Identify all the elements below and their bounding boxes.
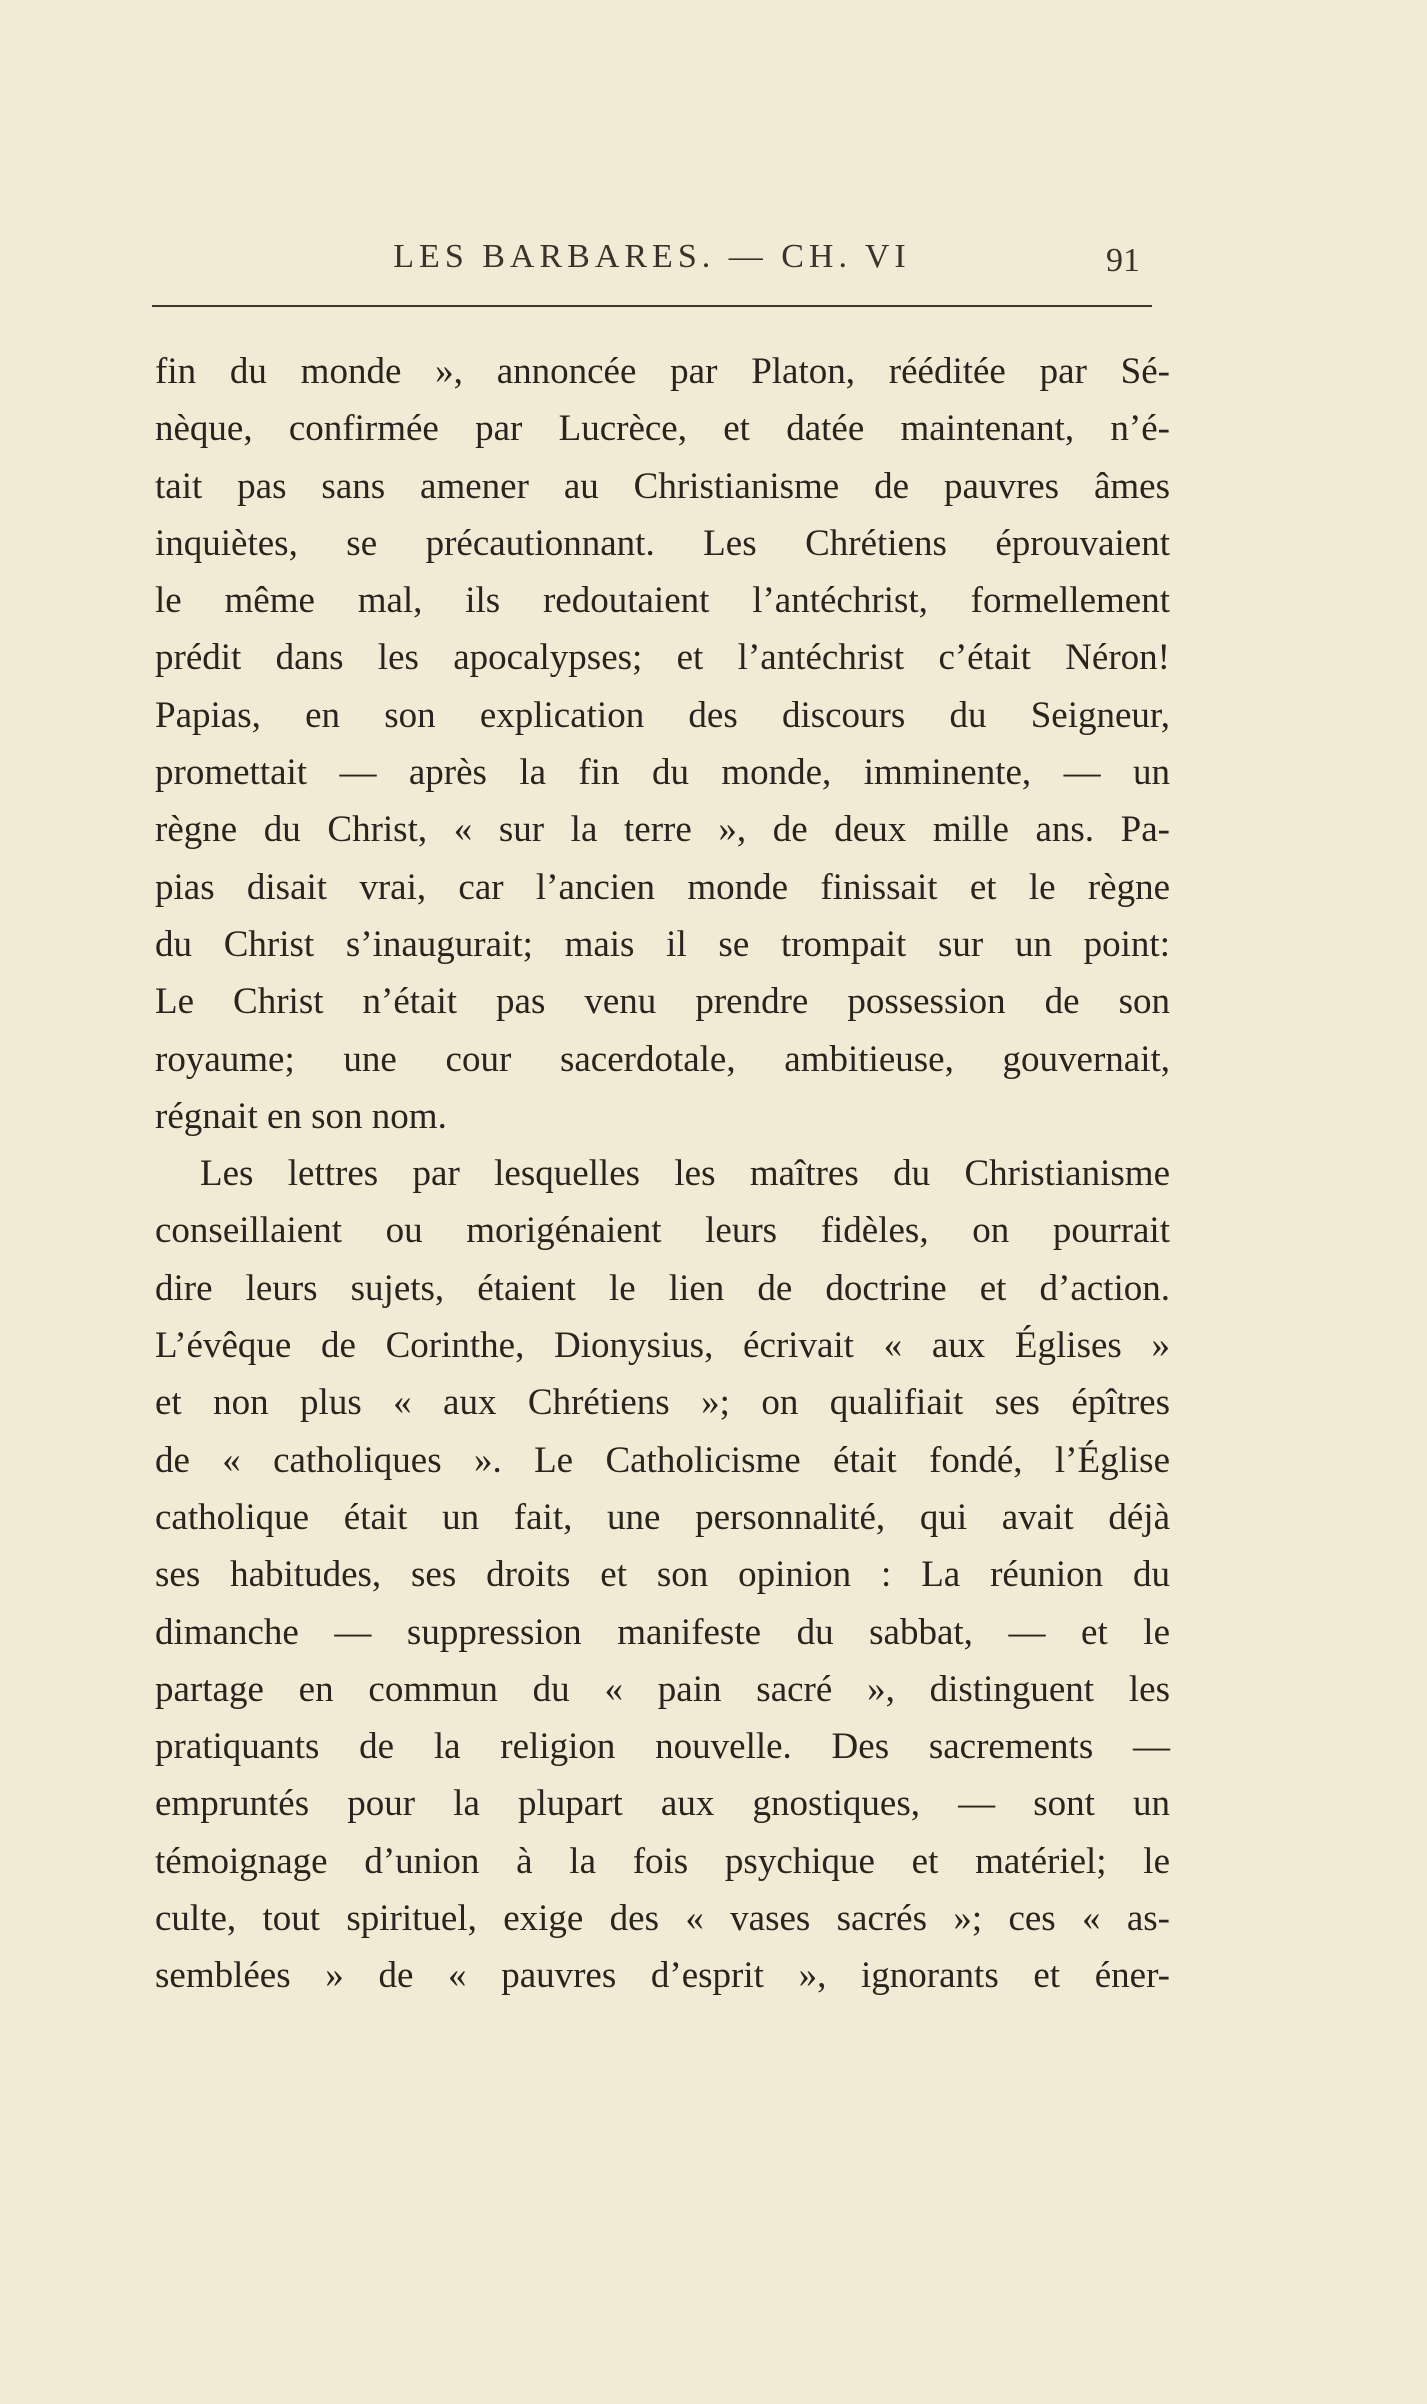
text-line: dire leurs sujets, étaient le lien de doctrine et d’action. [155, 1267, 1170, 1309]
text-line: pias disait vrai, car l’ancien monde finissait et le règne [155, 866, 1170, 908]
body-text [155, 343, 1170, 2005]
text-line: le même mal, ils redoutaient l’antéchrist, formellement [155, 580, 1170, 622]
text-line: de « catholiques ». Le Catholicisme était fondé, l’Église [155, 1439, 1170, 1481]
text-line: ses habitudes, ses droits et son opinion : La réunion du [155, 1554, 1170, 1596]
text-line: empruntés pour la plupart aux gnostiques, — sont un [155, 1783, 1170, 1825]
running-title: LES BARBARES. — CH. VI [393, 238, 911, 275]
text-line: et non plus « aux Chrétiens »; on qualifiait ses épîtres [155, 1382, 1170, 1424]
text-line: fin du monde », annoncée par Platon, rééditée par Sé- [155, 351, 1170, 392]
text-line: promettait — après la fin du monde, imminente, — un [155, 752, 1170, 794]
text-line: inquiètes, se précautionnant. Les Chrétiens éprouvaient [155, 522, 1170, 564]
text-line: partage en commun du « pain sacré », distinguent les [155, 1668, 1170, 1710]
text-line: nèque, confirmée par Lucrèce, et datée maintenant, n’é- [155, 408, 1170, 450]
text-line: conseillaient ou morigénaient leurs fidèles, on pourrait [155, 1210, 1170, 1252]
text-line: royaume; une cour sacerdotale, ambitieuse, gouvernait, [155, 1038, 1170, 1080]
text-line: prédit dans les apocalypses; et l’antéchrist c’était Néron! [155, 637, 1170, 679]
text-line: règne du Christ, « sur la terre », de deux mille ans. Pa- [155, 809, 1170, 851]
text-line: Papias, en son explication des discours du Seigneur, [155, 694, 1170, 736]
header-rule [152, 305, 1152, 307]
text-line: pratiquants de la religion nouvelle. Des sacrements — [155, 1726, 1170, 1768]
running-head [152, 232, 1152, 292]
text-line: du Christ s’inaugurait; mais il se trompait sur un point: [155, 923, 1170, 965]
text-line: L’évêque de Corinthe, Dionysius, écrivait « aux Églises » [155, 1325, 1170, 1367]
text-line: témoignage d’union à la fois psychique et matériel; le [155, 1840, 1170, 1882]
text-line: tait pas sans amener au Christianisme de pauvres âmes [155, 465, 1170, 507]
paragraph-1 [155, 343, 1170, 1145]
text-line: régnait en son nom. [155, 1095, 447, 1137]
text-line: Le Christ n’était pas venu prendre possession de son [155, 981, 1170, 1023]
paragraph-2 [155, 1145, 1170, 2004]
text-line: semblées » de « pauvres d’esprit », ignorants et éner- [155, 1955, 1170, 1997]
text-line: Les lettres par lesquelles les maîtres du Christianisme [200, 1153, 1170, 1195]
text-line: dimanche — suppression manifeste du sabbat, — et le [155, 1611, 1170, 1653]
text-line: culte, tout spirituel, exige des « vases sacrés »; ces « as- [155, 1898, 1170, 1940]
page-number: 91 [1106, 242, 1140, 279]
text-line: catholique était un fait, une personnalité, qui avait déjà [155, 1496, 1170, 1538]
